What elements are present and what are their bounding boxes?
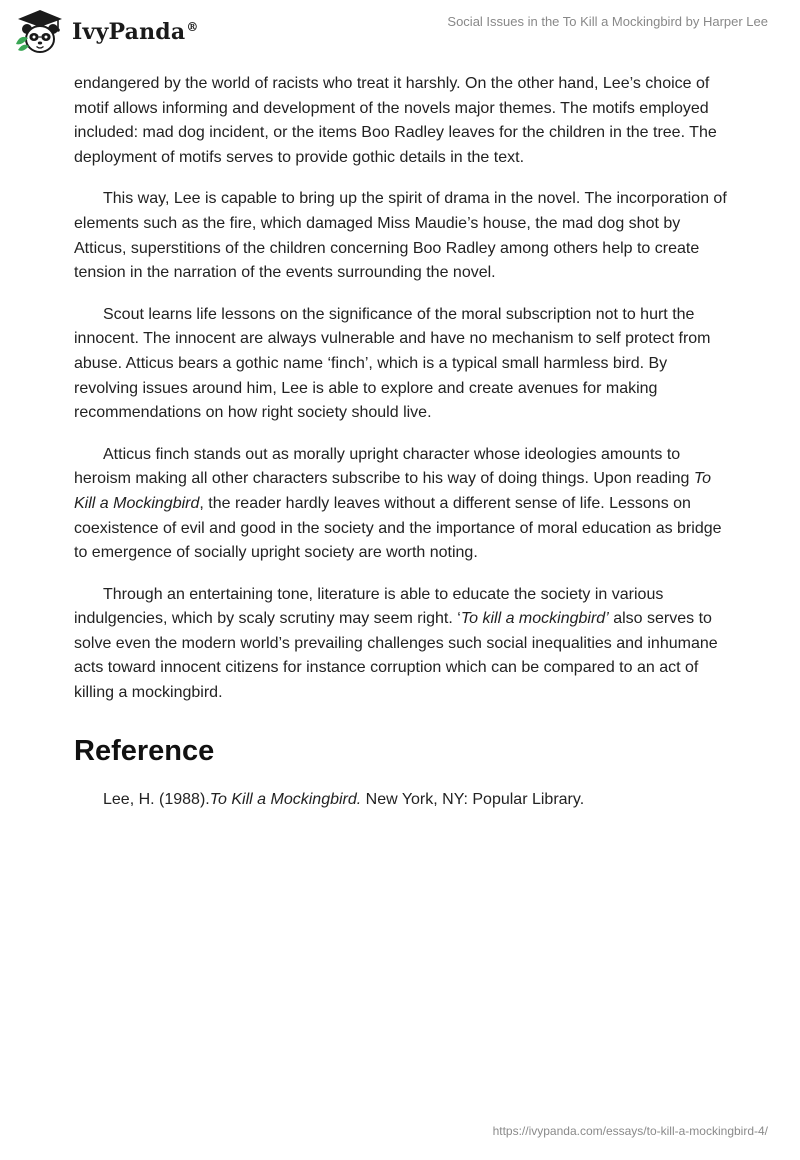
book-title-italic: To Kill a Mockingbird — [74, 470, 712, 512]
book-title-italic: To kill a mockingbird’ — [460, 610, 609, 628]
ivypanda-logo[interactable] — [14, 8, 199, 56]
reference-book-title: To Kill a Mockingbird. — [209, 790, 362, 808]
paragraph-scout: Scout learns life lessons on the significance of the moral subscription not to hurt the innocent. The innocent are always vulnerable and have no mechanism to self protect from abuse. Atticus bears a gothic name ‘finch’, which is a typical small harmless bird. By revolving issues around him, Lee is able to explore and create avenues for making recommendations on how right society should live. — [74, 305, 711, 422]
essay-body — [74, 72, 734, 812]
brand-name: IvyPanda® — [72, 19, 199, 45]
page-header — [0, 0, 800, 62]
paragraph-atticus: Atticus finch stands out as morally upright character whose ideologies amounts to heroism making all other characters subscribe to his way of doing things. Upon reading To Kill a Mockingbird, the reader hardly leaves without a different sense of life. Lessons on coexistence of evil and good in the society and the importance of moral education as bridge to emergence of socially upright society are worth noting. — [74, 445, 722, 562]
reference-entry: Lee, H. (1988).To Kill a Mockingbird. New York, NY: Popular Library. — [103, 790, 585, 808]
paragraph-drama: This way, Lee is capable to bring up the spirit of drama in the novel. The incorporation of elements such as the fire, which damaged Miss Maudie’s house, the mad dog shot by Atticus, superstitions of the children concerning Boo Radley among others help to create tension in the narration of the events surrounding the novel. — [74, 190, 727, 282]
running-title: Social Issues in the To Kill a Mockingbird by Harper Lee — [447, 14, 768, 29]
footer-source-url[interactable]: https://ivypanda.com/essays/to-kill-a-mockingbird-4/ — [492, 1124, 768, 1138]
reference-heading: Reference — [74, 734, 215, 767]
panda-graduate-icon — [14, 8, 66, 56]
paragraph-literature: Through an entertaining tone, literature is able to educate the society in various indulgencies, which by scaly scrutiny may seem right. ‘To kill a mockingbird’ also serves to solve even the modern world’s prevailing challenges such social inequalities and inhumane acts toward innocent citizens for instance corruption which can be compared to an act of killing a mockingbird. — [74, 585, 718, 702]
paragraph-continued: endangered by the world of racists who treat it harshly. On the other hand, Lee’s choice of motif allows informing and development of the novels major themes. The motifs employed included: mad dog incident, or the items Boo Radley leaves for the children in the tree. The deployment of motifs serves to provide gothic details in the text. — [74, 75, 717, 166]
